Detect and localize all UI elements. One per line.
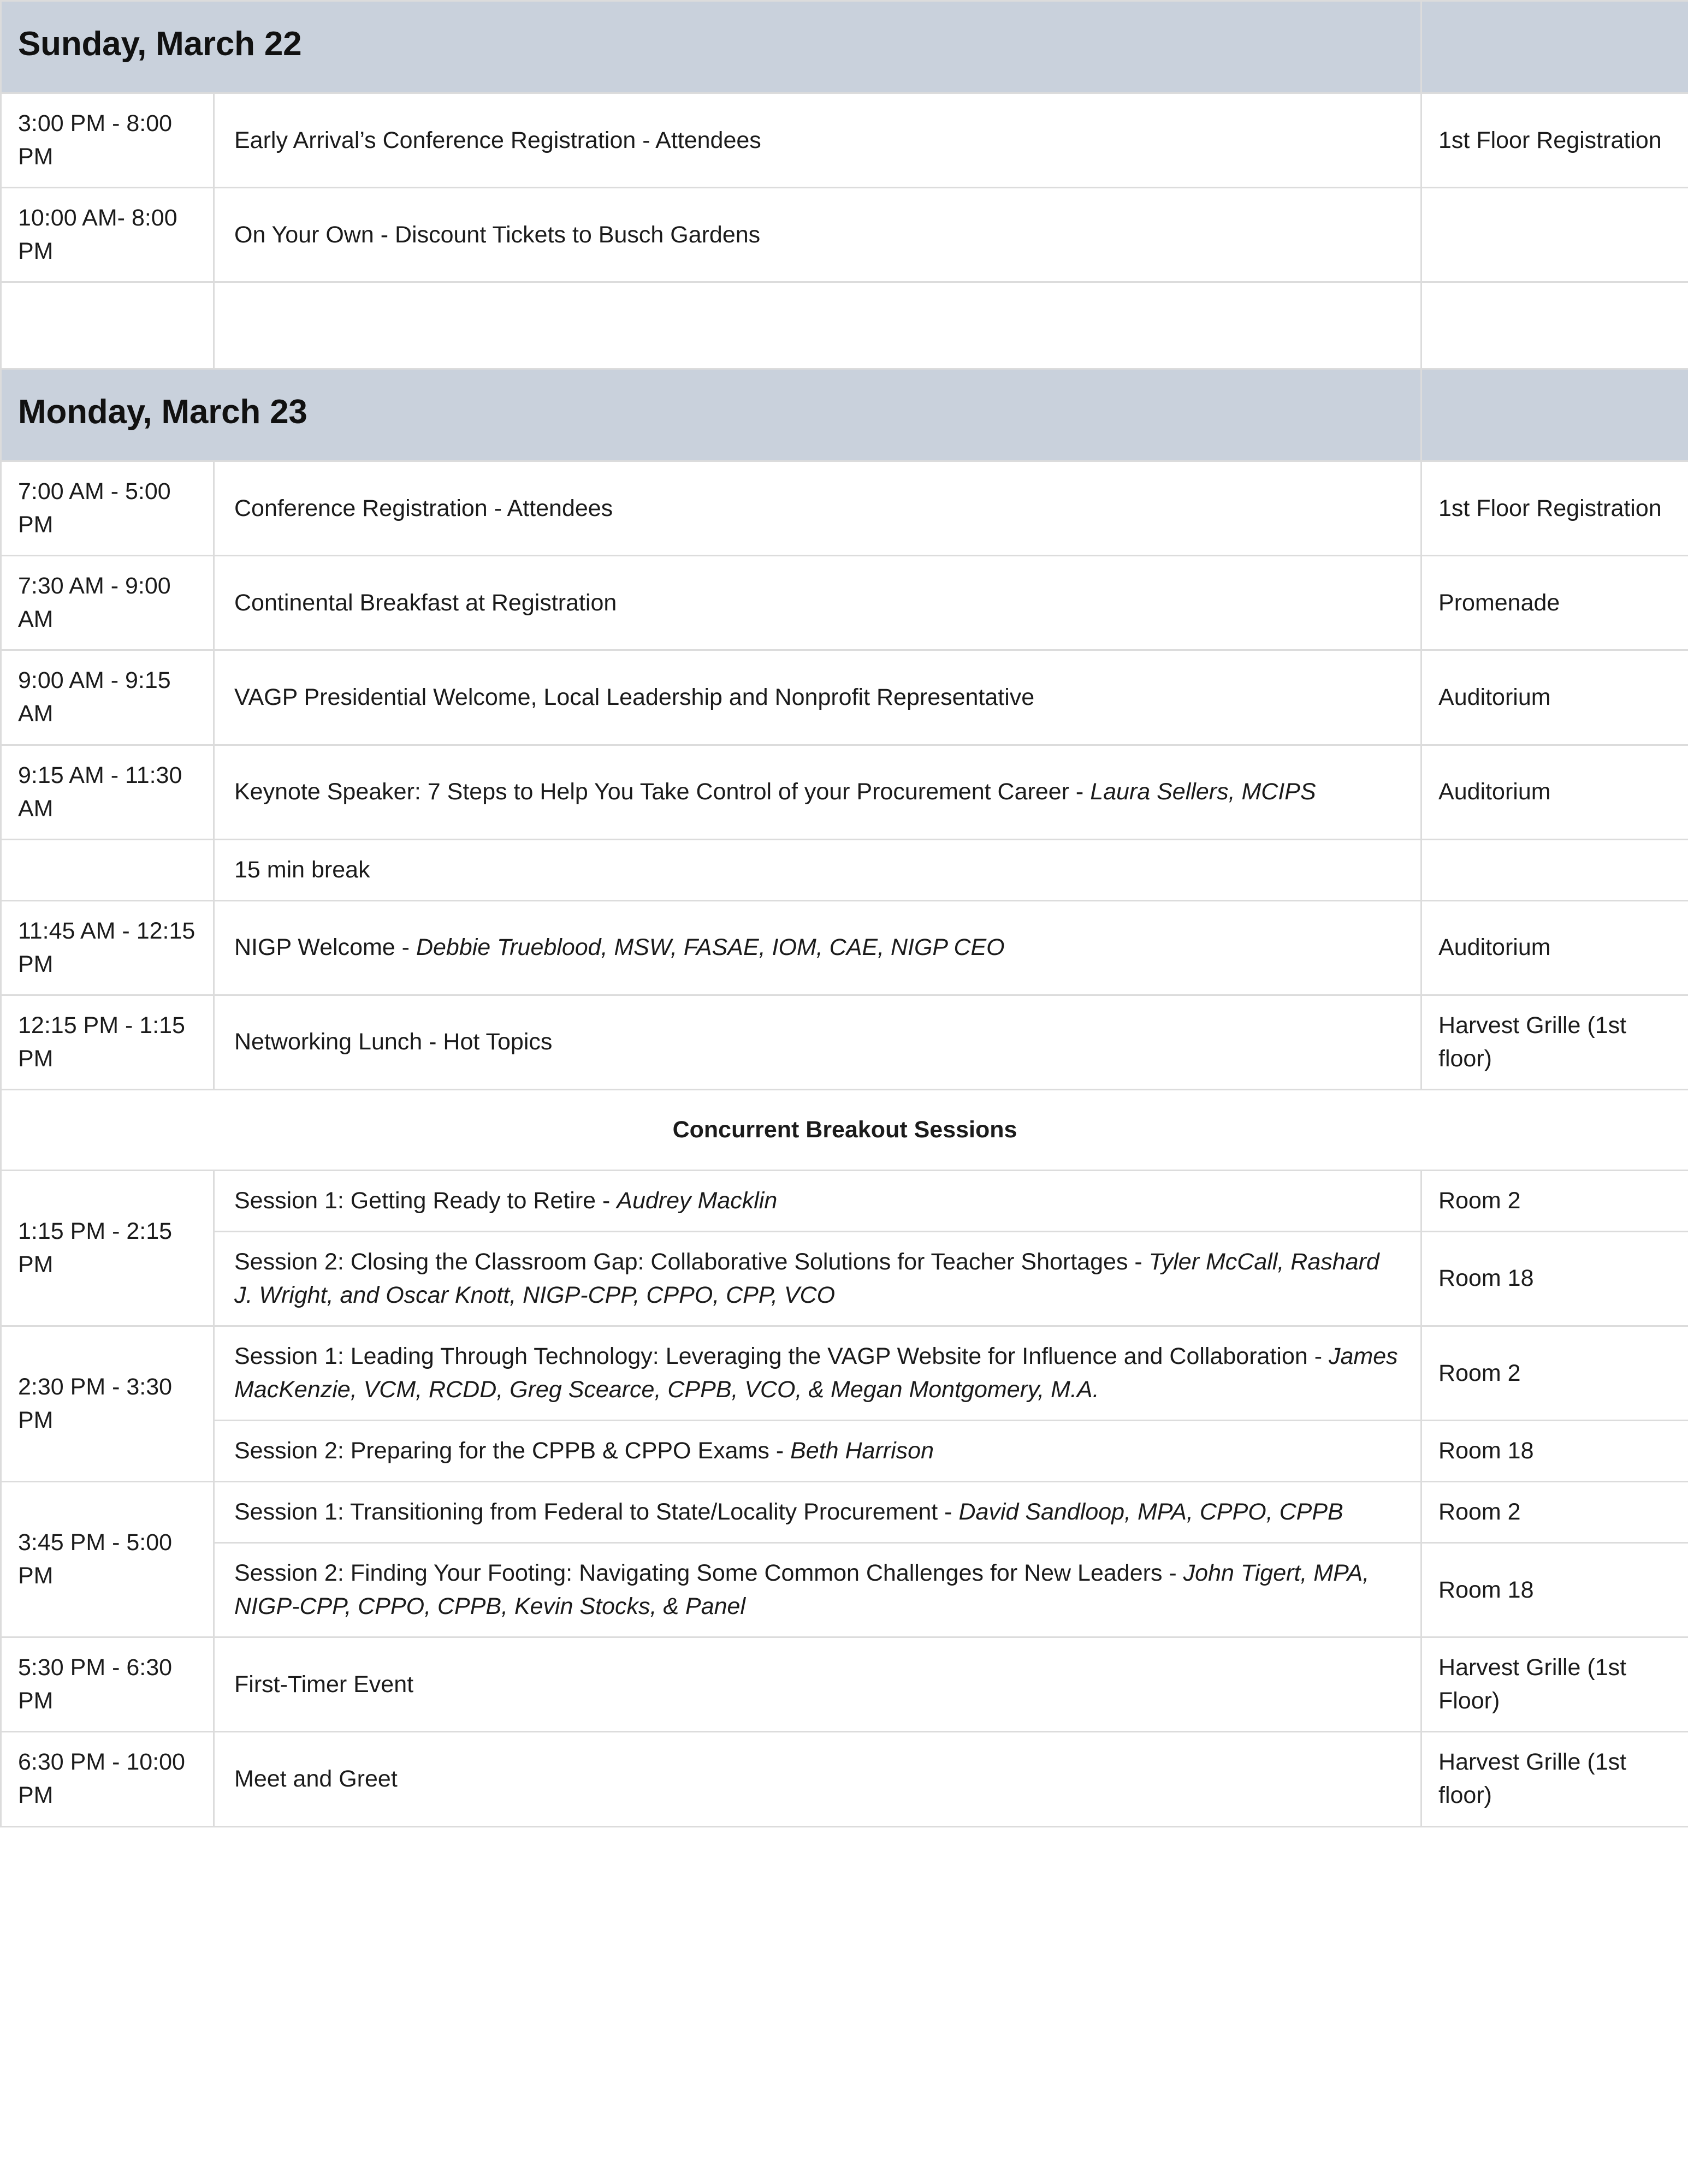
event-location: Harvest Grille (1st floor): [1422, 995, 1688, 1089]
table-row: [1, 556, 1688, 650]
event-location: Room 2: [1422, 1482, 1688, 1543]
event-title: NIGP Welcome -: [234, 934, 416, 961]
event-location: Room 2: [1422, 1170, 1688, 1231]
event-title: VAGP Presidential Welcome, Local Leadership and Nonprofit Representative: [234, 684, 1035, 710]
table-row: [1, 745, 1688, 839]
event-description: [214, 1326, 1422, 1421]
table-row: [1, 900, 1688, 995]
event-title: Session 1: Leading Through Technology: Leveraging the VAGP Website for Influence and Collaboration -: [234, 1343, 1329, 1370]
event-title: Session 2: Closing the Classroom Gap: Collaborative Solutions for Teacher Shortages -: [234, 1248, 1149, 1275]
event-location: Harvest Grille (1st Floor): [1422, 1637, 1688, 1732]
table-row: [1, 1231, 1688, 1326]
event-location: Auditorium: [1422, 900, 1688, 995]
event-speaker: Beth Harrison: [790, 1438, 934, 1464]
table-row: [1, 995, 1688, 1089]
event-time: 7:30 AM - 9:00 AM: [1, 556, 214, 650]
event-time: 10:00 AM- 8:00 PM: [1, 188, 214, 282]
event-speaker: Tyler McCall, Rashard J. Wright, and Oscar Knott, NIGP-CPP, CPPO, CPP, VCO: [234, 1248, 1379, 1308]
table-row: [1, 839, 1688, 900]
event-location: 1st Floor Registration: [1422, 93, 1688, 188]
event-speaker: John Tigert, MPA, NIGP-CPP, CPPO, CPPB, Kevin Stocks, & Panel: [234, 1560, 1370, 1620]
event-time: 1:15 PM - 2:15 PM: [1, 1170, 214, 1326]
breakout-banner-row: [1, 1089, 1688, 1170]
breakout-sessions-banner: Concurrent Breakout Sessions: [1, 1089, 1688, 1170]
event-description: [214, 1421, 1422, 1482]
event-location: Promenade: [1422, 556, 1688, 650]
event-description: [214, 1637, 1422, 1732]
event-location: [1422, 839, 1688, 900]
event-location: Harvest Grille (1st floor): [1422, 1732, 1688, 1826]
event-speaker: David Sandloop, MPA, CPPO, CPPB: [958, 1499, 1343, 1526]
event-title: Continental Breakfast at Registration: [234, 589, 617, 616]
schedule-body: [1, 1, 1688, 1827]
event-location: Room 18: [1422, 1231, 1688, 1326]
table-row: [1, 1543, 1688, 1637]
table-row: [1, 1326, 1688, 1421]
event-time: 11:45 AM - 12:15 PM: [1, 900, 214, 995]
event-title: Early Arrival’s Conference Registration - Attendees: [234, 127, 761, 153]
event-time: 9:00 AM - 9:15 AM: [1, 650, 214, 745]
event-time: 12:15 PM - 1:15 PM: [1, 995, 214, 1089]
event-speaker: Audrey Macklin: [617, 1187, 778, 1214]
event-description: [214, 650, 1422, 745]
event-title: Session 1: Getting Ready to Retire -: [234, 1187, 617, 1214]
table-row-empty: [1, 282, 1688, 369]
day-header-row-monday: [1, 369, 1688, 461]
event-speaker: James MacKenzie, VCM, RCDD, Greg Scearce, CPPB, VCO, & Megan Montgomery, M.A.: [234, 1343, 1398, 1403]
day-title-sunday: Sunday, March 22: [1, 1, 1422, 93]
event-title: Session 1: Transitioning from Federal to State/Locality Procurement -: [234, 1499, 959, 1526]
event-description: [214, 556, 1422, 650]
event-location: Auditorium: [1422, 650, 1688, 745]
event-title: 15 min break: [234, 856, 370, 883]
event-title: Session 2: Preparing for the CPPB & CPPO Exams -: [234, 1438, 791, 1464]
table-row: [1, 1637, 1688, 1732]
event-description: [214, 1732, 1422, 1826]
event-description: [214, 839, 1422, 900]
event-description: [214, 461, 1422, 556]
event-location: Room 2: [1422, 1326, 1688, 1421]
event-location: Auditorium: [1422, 745, 1688, 839]
event-location: Room 18: [1422, 1543, 1688, 1637]
event-description: [214, 1482, 1422, 1543]
event-description: [214, 995, 1422, 1089]
event-title: Conference Registration - Attendees: [234, 495, 613, 521]
event-time: 9:15 AM - 11:30 AM: [1, 745, 214, 839]
event-speaker: Laura Sellers, MCIPS: [1090, 779, 1316, 805]
event-location: Room 18: [1422, 1421, 1688, 1482]
event-title: Keynote Speaker: 7 Steps to Help You Take Control of your Procurement Career -: [234, 779, 1091, 805]
event-description: [214, 93, 1422, 188]
event-time: 6:30 PM - 10:00 PM: [1, 1732, 214, 1826]
event-location: [1422, 282, 1688, 369]
event-time: 3:45 PM - 5:00 PM: [1, 1482, 214, 1637]
day-title-monday: Monday, March 23: [1, 369, 1422, 461]
day-header-row-sunday: [1, 1, 1688, 93]
event-title: First-Timer Event: [234, 1671, 414, 1698]
event-speaker: Debbie Trueblood, MSW, FASAE, IOM, CAE, NIGP CEO: [416, 934, 1005, 961]
event-description: [214, 1543, 1422, 1637]
event-title: Session 2: Finding Your Footing: Navigating Some Common Challenges for New Leaders -: [234, 1560, 1183, 1587]
event-description: [214, 282, 1422, 369]
table-row: [1, 461, 1688, 556]
event-title: Meet and Greet: [234, 1765, 398, 1792]
event-description: [214, 188, 1422, 282]
event-time: 7:00 AM - 5:00 PM: [1, 461, 214, 556]
table-row: [1, 1482, 1688, 1543]
event-title: On Your Own - Discount Tickets to Busch Gardens: [234, 221, 761, 248]
event-location: [1422, 188, 1688, 282]
event-description: [214, 900, 1422, 995]
day-header-spacer-sunday: [1422, 1, 1688, 93]
event-description: [214, 745, 1422, 839]
event-time: 5:30 PM - 6:30 PM: [1, 1637, 214, 1732]
table-row: [1, 650, 1688, 745]
event-time: [1, 839, 214, 900]
event-time: [1, 282, 214, 369]
table-row: [1, 188, 1688, 282]
event-location: 1st Floor Registration: [1422, 461, 1688, 556]
table-row: [1, 1170, 1688, 1231]
event-description: [214, 1170, 1422, 1231]
event-title: Networking Lunch - Hot Topics: [234, 1029, 553, 1055]
table-row: [1, 93, 1688, 188]
table-row: [1, 1732, 1688, 1826]
table-row: [1, 1421, 1688, 1482]
event-description: [214, 1231, 1422, 1326]
day-header-spacer-monday: [1422, 369, 1688, 461]
event-time: 2:30 PM - 3:30 PM: [1, 1326, 214, 1482]
event-time: 3:00 PM - 8:00 PM: [1, 93, 214, 188]
